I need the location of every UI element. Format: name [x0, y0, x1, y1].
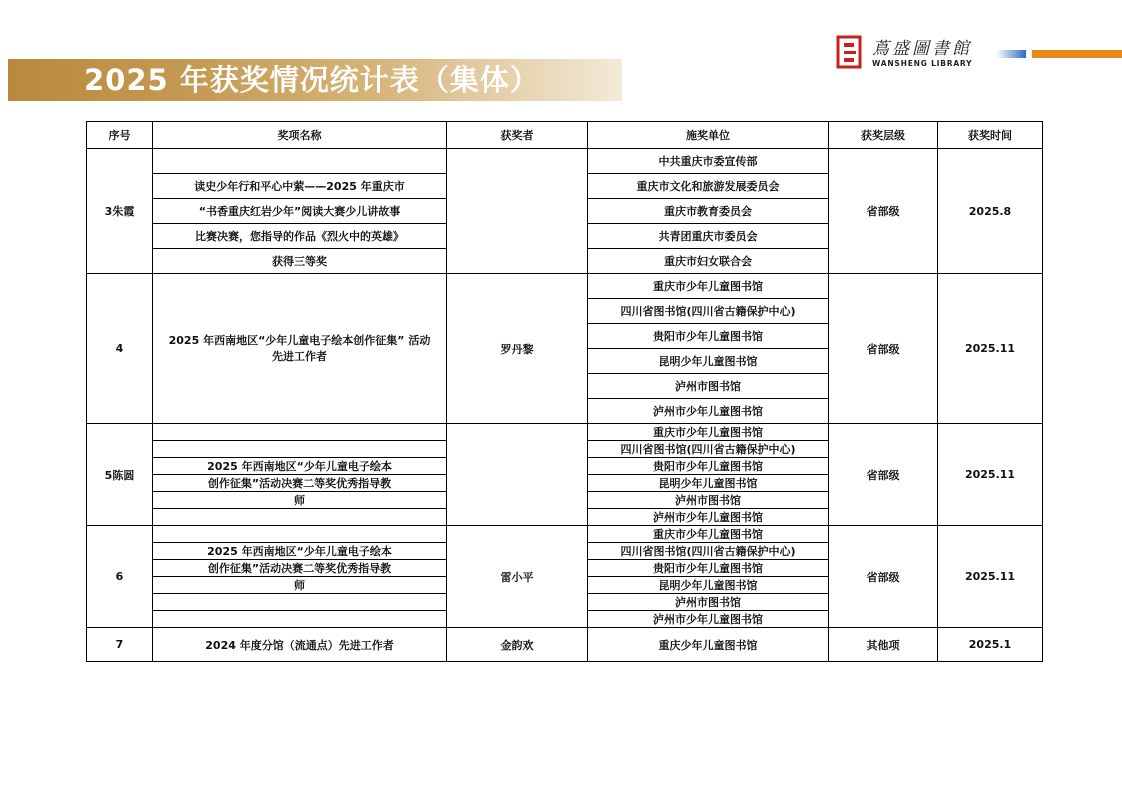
header-seq: 序号	[87, 122, 153, 149]
date-cell: 2025.8	[938, 149, 1043, 274]
header-winner: 获奖者	[447, 122, 588, 149]
award-line: 2025 年西南地区“少年儿童电子绘本创作征集” 活动	[168, 333, 431, 347]
seq-cell: 5陈圆	[87, 424, 153, 526]
winner-cell: 罗丹黎	[447, 274, 588, 424]
table-header-row	[87, 122, 1043, 149]
award-cell	[153, 274, 447, 424]
award-line	[153, 424, 447, 441]
unit-cell: 重庆市少年儿童图书馆	[588, 526, 829, 543]
unit-cell: 贵阳市少年儿童图书馆	[588, 458, 829, 475]
unit-cell: 中共重庆市委宣传部	[588, 149, 829, 174]
seq-cell: 3朱霞	[87, 149, 153, 274]
header-level: 获奖层级	[829, 122, 938, 149]
unit-cell: 昆明少年儿童图书馆	[588, 475, 829, 492]
award-line	[153, 149, 447, 174]
award-line: 读史少年行和平心中萦——2025 年重庆市	[153, 174, 447, 199]
unit-cell: 重庆少年儿童图书馆	[588, 628, 829, 662]
library-seal-icon	[836, 34, 864, 70]
unit-cell: 重庆市少年儿童图书馆	[588, 424, 829, 441]
winner-cell: 金韵欢	[447, 628, 588, 662]
unit-cell: 重庆市文化和旅游发展委员会	[588, 174, 829, 199]
unit-cell: 重庆市教育委员会	[588, 199, 829, 224]
unit-cell: 贵阳市少年儿童图书馆	[588, 560, 829, 577]
table-row	[87, 526, 1043, 543]
table-row	[87, 628, 1043, 662]
seq-cell: 6	[87, 526, 153, 628]
date-cell: 2025.11	[938, 274, 1043, 424]
unit-cell: 共青团重庆市委员会	[588, 224, 829, 249]
date-cell: 2025.11	[938, 526, 1043, 628]
header-date: 获奖时间	[938, 122, 1043, 149]
award-line	[153, 611, 447, 628]
award-line: 师	[153, 577, 447, 594]
unit-cell: 四川省图书馆(四川省古籍保护中心)	[588, 441, 829, 458]
table-row	[87, 274, 1043, 299]
award-line	[153, 594, 447, 611]
winner-cell	[447, 149, 588, 274]
winner-cell	[447, 424, 588, 526]
unit-cell: 四川省图书馆(四川省古籍保护中心)	[588, 543, 829, 560]
unit-cell: 重庆市少年儿童图书馆	[588, 274, 829, 299]
level-cell: 省部级	[829, 424, 938, 526]
level-cell: 省部级	[829, 274, 938, 424]
level-cell: 省部级	[829, 149, 938, 274]
unit-cell: 泸州市图书馆	[588, 594, 829, 611]
awards-table	[86, 121, 1043, 662]
level-cell: 其他项	[829, 628, 938, 662]
award-line: 获得三等奖	[153, 249, 447, 274]
award-line	[153, 526, 447, 543]
logo-english-name: WANSHENG LIBRARY	[872, 59, 973, 68]
date-cell: 2025.1	[938, 628, 1043, 662]
award-line: 2025 年西南地区“少年儿童电子绘本	[153, 543, 447, 560]
unit-cell: 贵阳市少年儿童图书馆	[588, 324, 829, 349]
award-line: “书香重庆红岩少年”阅读大赛少儿讲故事	[153, 199, 447, 224]
award-line: 创作征集”活动决赛二等奖优秀指导教	[153, 475, 447, 492]
unit-cell: 昆明少年儿童图书馆	[588, 577, 829, 594]
award-line	[153, 509, 447, 526]
unit-cell: 昆明少年儿童图书馆	[588, 349, 829, 374]
unit-cell: 泸州市少年儿童图书馆	[588, 399, 829, 424]
award-line: 2025 年西南地区“少年儿童电子绘本	[153, 458, 447, 475]
header-award: 奖项名称	[153, 122, 447, 149]
level-cell: 省部级	[829, 526, 938, 628]
unit-cell: 重庆市妇女联合会	[588, 249, 829, 274]
award-line	[153, 441, 447, 458]
logo-chinese-name: 蔦盛圖書館	[872, 39, 972, 59]
header-unit: 施奖单位	[588, 122, 829, 149]
decor-stripe-orange	[1032, 50, 1122, 58]
date-cell: 2025.11	[938, 424, 1043, 526]
page-title: 2025 年获奖情况统计表（集体）	[84, 63, 540, 97]
award-line: 创作征集”活动决赛二等奖优秀指导教	[153, 560, 447, 577]
seq-cell: 4	[87, 274, 153, 424]
award-line: 师	[153, 492, 447, 509]
decor-stripe-blue	[996, 50, 1026, 58]
unit-cell: 泸州市图书馆	[588, 374, 829, 399]
award-cell: 2024 年度分馆（流通点）先进工作者	[153, 628, 447, 662]
table-row	[87, 149, 1043, 174]
unit-cell: 泸州市图书馆	[588, 492, 829, 509]
table-row	[87, 424, 1043, 441]
winner-cell: 雷小平	[447, 526, 588, 628]
award-line: 先进工作者	[272, 349, 327, 363]
library-logo	[836, 34, 986, 74]
seq-cell: 7	[87, 628, 153, 662]
unit-cell: 泸州市少年儿童图书馆	[588, 611, 829, 628]
award-line: 比赛决赛，您指导的作品《烈火中的英雄》	[153, 224, 447, 249]
unit-cell: 四川省图书馆(四川省古籍保护中心)	[588, 299, 829, 324]
unit-cell: 泸州市少年儿童图书馆	[588, 509, 829, 526]
